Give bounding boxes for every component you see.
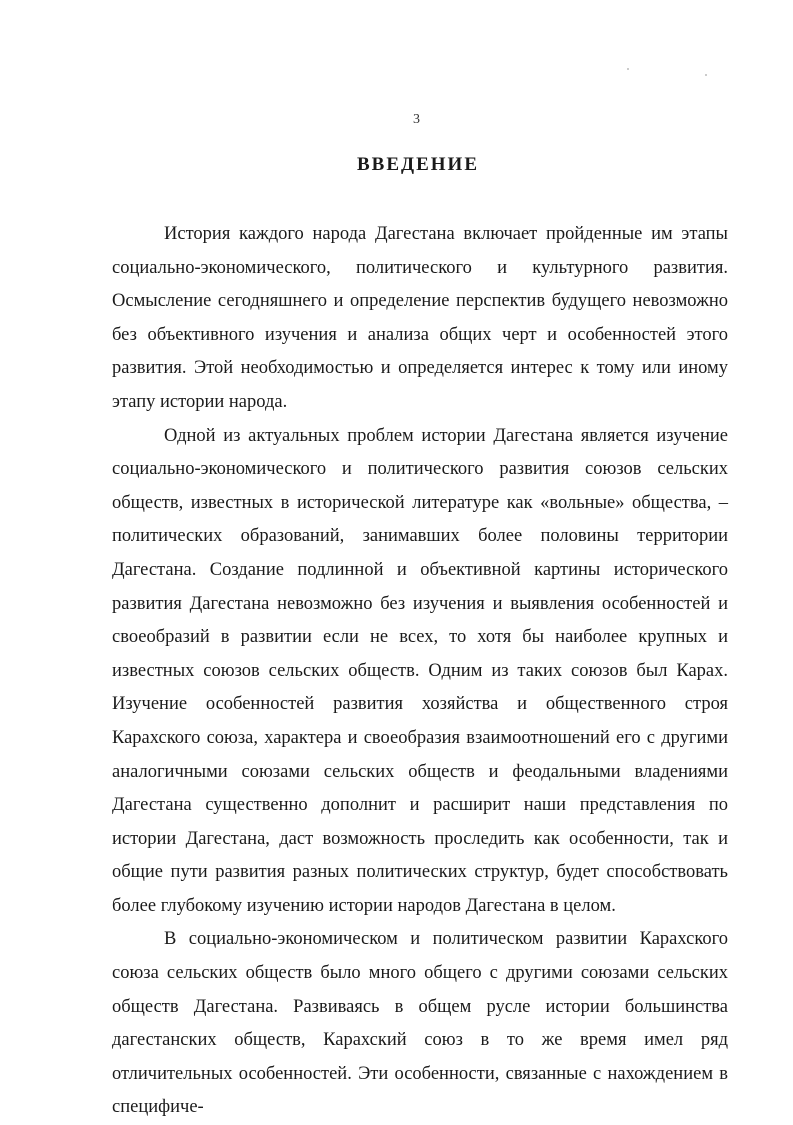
section-heading: ВВЕДЕНИЕ xyxy=(357,154,479,175)
body-text xyxy=(112,218,728,1125)
paragraph-1: История каждого народа Дагестана включает пройденные им этапы социально-экономического, политического и культурного развития. Осмысление сегодняшнего и определение перспектив будущего невозможно без объективного изучения и анализа общих черт и особенностей этого развития. Этой необходимостью и определяется интерес к тому или иному этапу истории народа. xyxy=(112,224,728,412)
paragraph-2: Одной из актуальных проблем истории Дагестана является изучение социально-экономического и политического развития союзов сельских обществ, известных в исторической литературе как «вольные» общества, – политических образований, занимавших более половины территории Дагестана. Создание подлинной и объективной картины исторического развития Дагестана невозможно без изучения и выявления особенностей и своеобразий в развитии если не всех, то хотя бы наиболее крупных и известных союзов сельских обществ. Одним из таких союзов был Карах. Изучение особенностей развития хозяйства и общественного строя Карахского союза, характера и своеобразия взаимоотношений его с другими аналогичными союзами сельских обществ и феодальными владениями Дагестана существенно дополнит и расширит наши представления по истории Дагестана, даст возможность проследить как особенности, так и общие пути развития разных политических структур, будет способствовать более глубокому изучению истории народов Дагестана в целом. xyxy=(112,425,728,916)
paragraph-3: В социально-экономическом и политическом развитии Карахского союза сельских обществ было много общего с другими союзами сельских обществ Дагестана. Развиваясь в общем русле истории большинства дагестанских обществ, Карахский союз в то же время имел ряд отличительных особенностей. Эти особенности, связанные с нахождением в специфиче- xyxy=(112,929,728,1118)
page-number: 3 xyxy=(413,112,420,127)
scan-speck xyxy=(627,68,629,70)
scan-speck xyxy=(705,74,707,76)
